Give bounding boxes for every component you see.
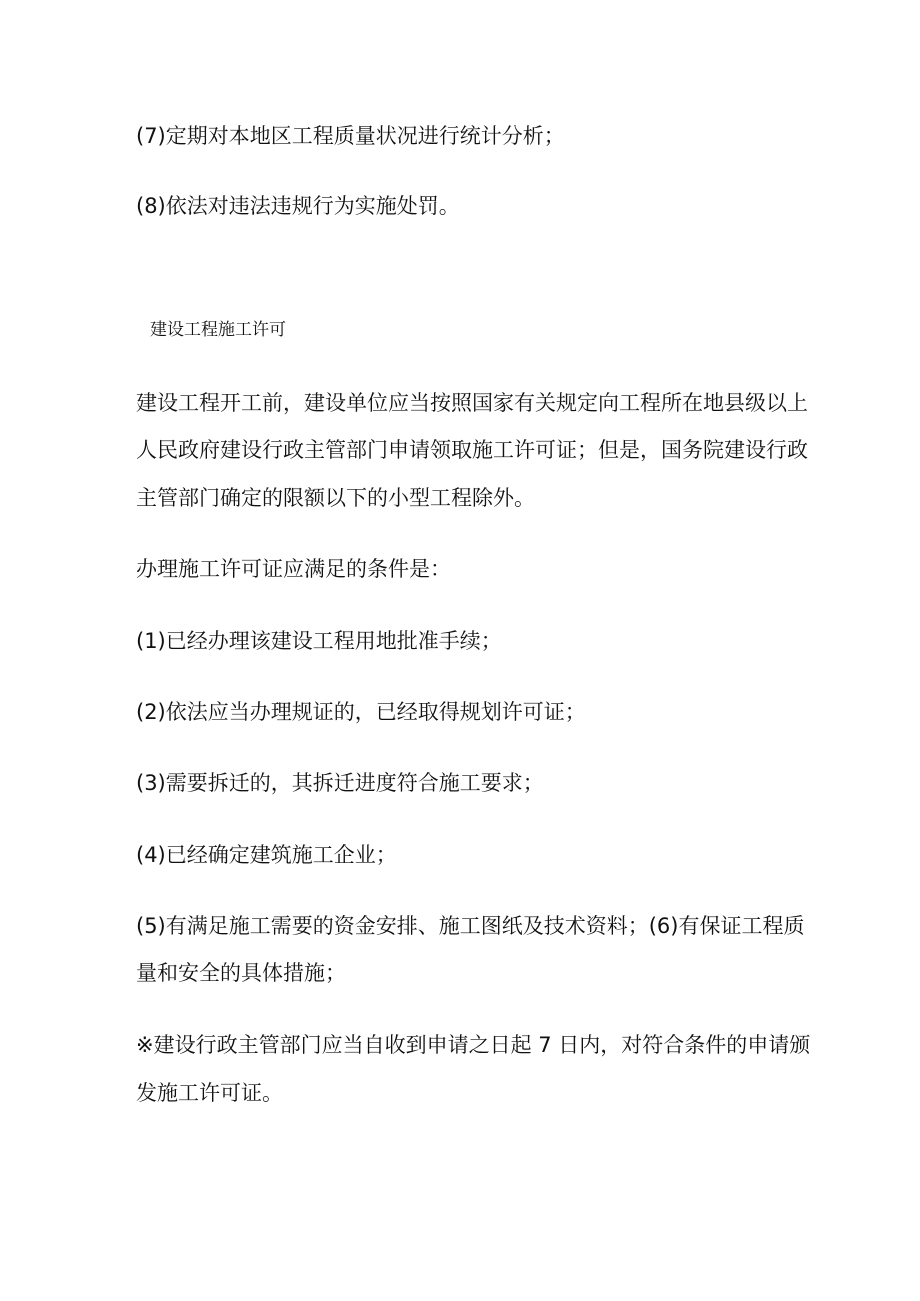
condition-5-6-line-1: (5)有满足施工需要的资金安排、施工图纸及技术资料；(6)有保证工程质 <box>136 914 805 938</box>
condition-3: (3)需要拆迁的，其拆迁进度符合施工要求； <box>136 771 544 795</box>
note-line-1: ※建设行政主管部门应当自收到申请之日起 7 日内，对符合条件的申请颁 <box>136 1033 811 1057</box>
item-8-text: (8)依法对违法违规行为实施处罚。 <box>136 194 460 218</box>
paragraph-line-1: 建设工程开工前，建设单位应当按照国家有关规定向工程所在地县级以上 <box>136 391 808 415</box>
condition-1: (1)已经办理该建设工程用地批准手续； <box>136 629 502 653</box>
note-line-2: 发施工许可证。 <box>136 1081 283 1105</box>
item-7-text: (7)定期对本地区工程质量状况进行统计分析； <box>136 124 565 148</box>
condition-2: (2)依法应当办理规证的，已经取得规划许可证； <box>136 700 586 724</box>
paragraph-line-3: 主管部门确定的限额以下的小型工程除外。 <box>136 486 535 510</box>
paragraph-line-2: 人民政府建设行政主管部门申请领取施工许可证；但是，国务院建设行政 <box>136 438 808 462</box>
conditions-intro: 办理施工许可证应满足的条件是： <box>136 557 451 581</box>
condition-5-6-line-2: 量和安全的具体措施； <box>136 961 346 985</box>
condition-4: (4)已经确定建筑施工企业； <box>136 843 397 867</box>
section-heading: 建设工程施工许可 <box>150 320 286 340</box>
